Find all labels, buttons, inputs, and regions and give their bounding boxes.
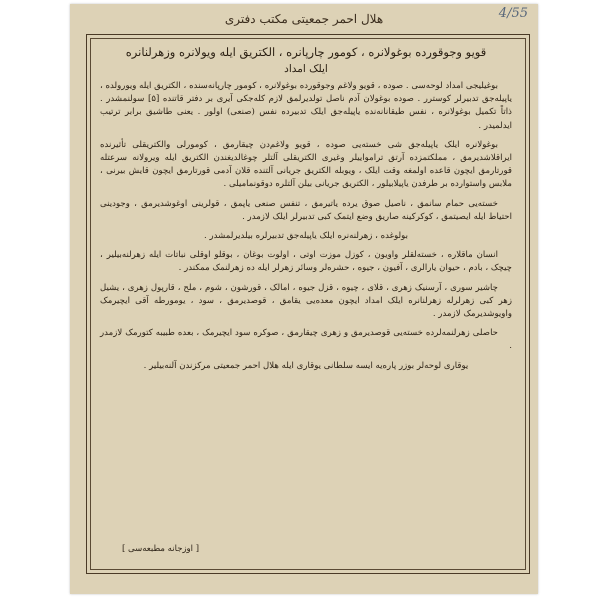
paragraph-1: بوغیلیجی امداد لوحه‌سی . صوده ، قویو ولاغم وجوقورده بوغولانره ، کومور چارپانه‌سنده ، الکتریق ایله ویورولده ، یاپیله‌جق تدبیرلر کوسترر . صوده بوغولان آدم ناصل تولدیرلمق لازم کله‌جکی آیری بر دفتر قاتنده [۵] سولنمشدر . ذاتاً تکمیل بوغولانره ، نفس طیقانانه‌نده یاپیله‌جق ایلک تدبیرده نفس (صنعی) اولور . یعنی طاشیق برابر ترتیب ایدلمیدر . — [100, 81, 512, 131]
paragraph-4: انسان ماقلاره ، خسته‌لقلر واویون ، کوزل موزت اوتی ، اولوت بوغان ، بوقلو اوقلی نباتات ایله زهرلنه‌بیلیر ، چیچک ، بادم ، حیوان یارالری ، آفیون ، جیوه ، حشره‌لر وسائر زهرلر ایله ده زهرلنمک ممکندر . — [100, 250, 512, 274]
main-title: قویو وجوقورده بوغولانره ، کومور چارپانره ، الکتریق ایله ویولانره وزهرلنانره — [125, 45, 487, 59]
printer-mark: [ اوزجانه مطبعه‌سی ] — [122, 544, 200, 554]
paragraph-5: چاشیر سوری ، آرسنیک زهری ، قلای ، چیوه ، قزل جیوه ، امالک ، قورشون ، شوم ، ملح ، قارپول زهری ، یشیل زهر کبی زهرلرله زهرلنانره ایلک امداد ایچون معده‌یی یقامق ، قوصدیرمق ، سود ، یومورطه آقی ایچیرمک واویوشدیرمک لازمدر . — [100, 282, 512, 320]
paragraph-6: حاصلی زهرلنمه‌لرده خسته‌یی قوصدیرمق و زهری چیقارمق ، صوکره سود ایچیرمک ، بعده طبیبه کتورمک لازمدر . — [100, 328, 512, 352]
paragraph-3: خسته‌یی حمام سانمق ، ناصیل صوق یرده یاتیرمق ، تنفس صنعی یاپمق ، قولرینی اوغوشدیرمق ، وجودینی احتیاط ایله ایصیتمق ، کوکرکینه صاریق وضع ایتمک کبی تدبیرلر ایلک لازمدر . — [100, 198, 512, 222]
paragraph-2: بوغولانره ایلک یاپیله‌جق شی خسته‌یی صوده ، قویو ولاغم‌دن چیقارمق ، کومورلی والکتریقلی تأثیرنده ایراقلاشدیرمق ، مملکتمزده آرتق ترامواییلر وغیری الکتریقلی آلتلر چوغالدیغندن الکتریق ایله ویرولانه سرعتله قورتارمق ایچون قاعده اولمغه وقت ایلک ، ویوبله الکتریق جریانی آلتنده قلان آدمی قورتارمق ایچون قایش بیرنی ، ملابس واستوارده بر طرفدن یاپیلابیلور ، الکتریق جریانی بیلن آلتلره دوقونمامیلی . — [100, 139, 512, 190]
document-sheet — [70, 4, 538, 594]
closing-note: یوقاری لوحه‌لر بوزر پاره‌یه ایسه سلطانی یوقاری ایله هلال احمر جمعیتی مرکزندن آلنه‌بیلیر . — [143, 360, 469, 371]
header-title: هلال احمر جمعیتی مکتب دفتری — [224, 12, 384, 26]
document-body — [100, 44, 512, 556]
section-heading: بولوغده ، زهرلنه‌نره ایلک یاپیله‌جق تدبیرلره بیلدیرلمشدر . — [203, 231, 409, 242]
subtitle: ایلک امداد — [284, 63, 328, 75]
archive-number: 4/55 — [498, 6, 528, 21]
